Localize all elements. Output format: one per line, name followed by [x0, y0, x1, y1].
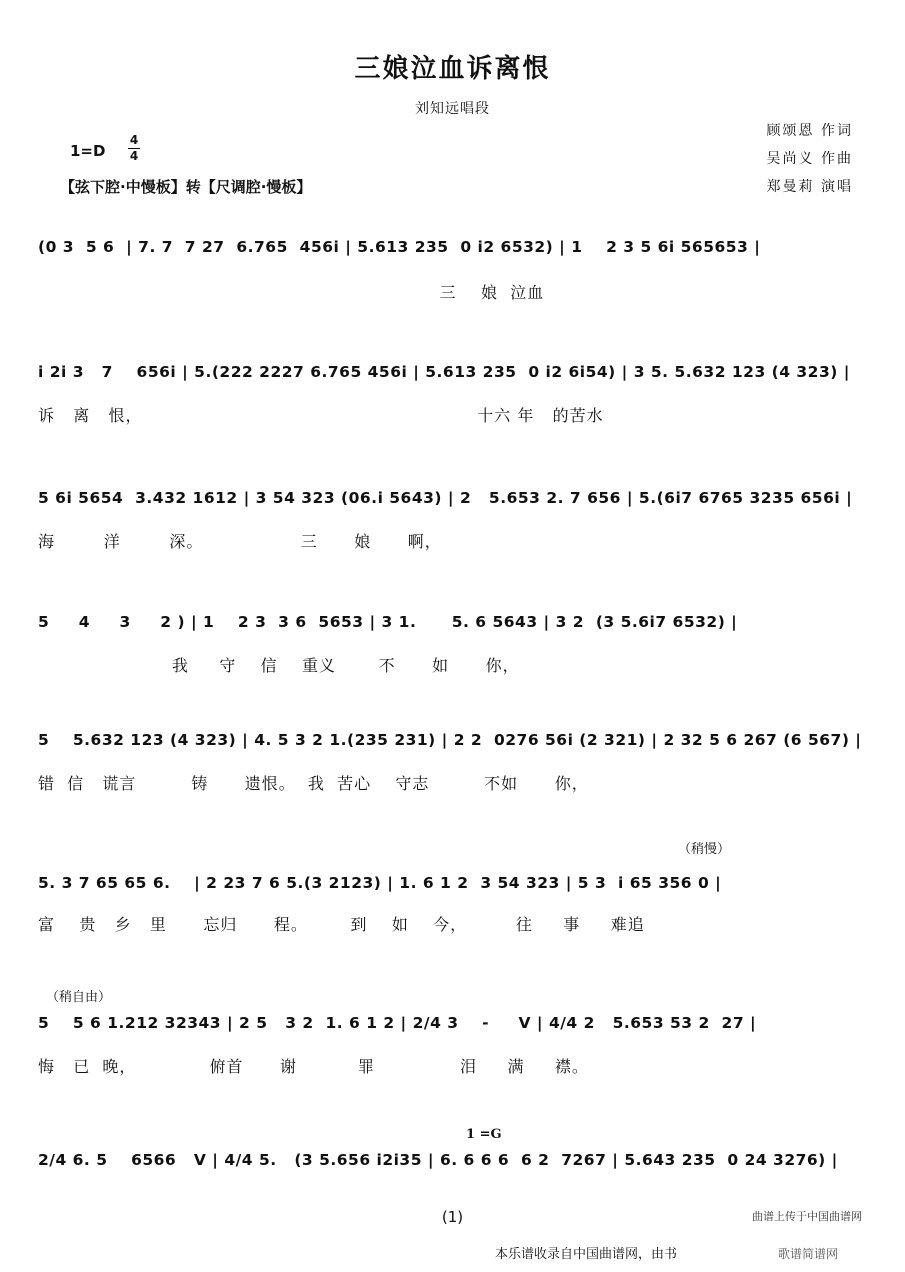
watermark-top: 曲谱上传于中国曲谱网 [752, 1210, 862, 1223]
lyrics-line: 富 贵 乡 里 忘归 程。 到 如 今， 往 事 难追 [38, 915, 645, 934]
tempo-annotation: （稍自由） [46, 990, 112, 1005]
time-signature [128, 134, 140, 163]
score-title: 三娘泣血诉离恨 [354, 54, 551, 84]
lyrics-line: 三 娘 泣血 [38, 283, 545, 302]
tempo-marking: 【弦下腔·中慢板】转【尺调腔·慢板】 [60, 178, 312, 196]
key-signature: 1=D [70, 142, 106, 160]
credit-singer: 郑曼莉 演唱 [766, 179, 853, 195]
watermark-bottom: 歌谱简谱网 [778, 1247, 839, 1261]
notation-line: (0 3 5 6 | 7. 7 7 27 6.765 456i | 5.613 235 0 i2 6532) | 1 2 3 5 6i 565653 | [38, 238, 761, 256]
notation-line: 2/4 6. 5 6566 V | 4/4 5. (3 5.656 i2i35 | 6. 6 6 6 6 2 7267 | 5.643 235 0 24 3276) | [38, 1151, 838, 1169]
credit-lyricist: 顾颂恩 作词 [766, 123, 853, 139]
credit-composer: 吴尚义 作曲 [766, 151, 853, 167]
lyrics-line: 诉 离 恨， 十六 年 的苦水 [38, 406, 604, 425]
tempo-annotation: （稍慢） [678, 842, 731, 857]
notation-line: 5 5 6 1.212 32343 | 2 5 3 2 1. 6 1 2 | 2/4 3 - V | 4/4 2 5.653 53 2 27 | [38, 1014, 757, 1032]
lyrics-line: 悔 已 晚， 俯首 谢 罪 泪 满 襟。 [38, 1057, 589, 1076]
time-signature-bottom: 4 [129, 149, 139, 163]
notation-line: i 2i 3 7 656i | 5.(222 2227 6.765 456i | 5.613 235 0 i2 6i54) | 3 5. 5.632 123 (4 323) | [38, 363, 850, 381]
source-note: 本乐谱收录自中国曲谱网，由书 [495, 1247, 678, 1262]
notation-line: 5 5.632 123 (4 323) | 4. 5 3 2 1.(235 231) | 2 2 0276 56i (2 321) | 2 32 5 6 267 (6 567) | [38, 731, 862, 749]
lyrics-line: 海 洋 深。 三 娘 啊， [38, 532, 442, 551]
lyrics-line: 我 守 信 重义 不 如 你， [38, 656, 520, 675]
notation-line: 5 4 3 2 ) | 1 2 3 3 6 5653 | 3 1. 5. 6 5643 | 3 2 (3 5.6i7 6532) | [38, 613, 738, 631]
key-change: 1 =G [466, 1127, 502, 1142]
page-number: (1) [441, 1208, 464, 1226]
notation-line: 5 6i 5654 3.432 1612 | 3 54 323 (06.i 5643) | 2 5.653 2. 7 656 | 5.(6i7 6765 3235 656i | [38, 489, 853, 507]
score-subtitle: 刘知远唱段 [415, 101, 490, 117]
time-signature-top: 4 [129, 133, 139, 147]
notation-line: 5. 3 7 65 65 6. | 2 23 7 6 5.(3 2123) | 1. 6 1 2 3 54 323 | 5 3 i 65 356 0 | [38, 874, 722, 892]
lyrics-line: 错 信 谎言 铸 遗恨。 我 苦心 守志 不如 你， [38, 774, 589, 793]
